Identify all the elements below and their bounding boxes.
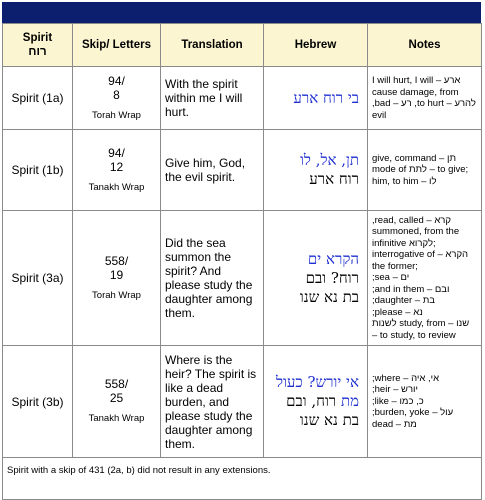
results-table	[2, 23, 482, 500]
title-bar	[2, 2, 481, 23]
hebrew-text: בת נא שנו	[299, 411, 359, 429]
hebrew-text: רוח? ובם	[305, 268, 359, 287]
hebrew-cell	[264, 130, 368, 211]
hebrew-highlight: מת	[340, 392, 359, 410]
header-translation: Translation	[161, 24, 264, 67]
wrap-label: Torah Wrap	[92, 289, 141, 301]
translation-cell: Where is the heir? The spirit is like a dead burden, and please study the daughter among them.	[161, 346, 264, 458]
hebrew-text: רוח, ובם	[286, 392, 337, 410]
header-notes: Notes	[368, 24, 482, 67]
skip-cell: 94/ 12 Tanakh Wrap	[73, 130, 161, 211]
header-spirit-hebrew: רוח	[28, 46, 47, 58]
notes-cell: אי, איה – where; יורש – heir; כ, כמו – like; עול – burden, yoke; מת – dead	[368, 346, 482, 458]
spirit-cell: Spirit (1a)	[3, 67, 73, 130]
notes-cell: ארע – I will hurt, I will cause damage, from להרע – to hurt, רע – bad, evil	[368, 67, 482, 130]
header-hebrew: Hebrew	[264, 24, 368, 67]
skip-cell: 94/ 8 Torah Wrap	[73, 67, 161, 130]
translation-cell: Give him, God, the evil spirit.	[161, 130, 264, 211]
hebrew-highlight: בי רוח ארע	[293, 88, 359, 107]
spirit-cell: Spirit (3b)	[3, 346, 73, 458]
table-row	[3, 346, 482, 458]
skip-cell: 558/ 19 Torah Wrap	[73, 211, 161, 346]
skip-cell: 558/ 25 Tanakh Wrap	[73, 346, 161, 458]
hebrew-cell	[264, 346, 368, 458]
spirit-cell: Spirit (3a)	[3, 211, 73, 346]
table-row	[3, 211, 482, 346]
table-container	[2, 2, 481, 488]
table-row	[3, 67, 482, 130]
hebrew-highlight: הקרא ים	[307, 249, 359, 268]
header-spirit: Spirit רוח	[3, 24, 73, 67]
wrap-label: Tanakh Wrap	[88, 181, 145, 193]
footer-row	[3, 458, 482, 500]
hebrew-highlight: תן, אל, לו	[300, 151, 359, 169]
hebrew-text: בת נא שנו	[299, 287, 359, 306]
hebrew-text: רוח ארע	[309, 170, 359, 188]
wrap-label: Torah Wrap	[92, 109, 141, 121]
translation-cell: Did the sea summon the spirit? And please study the daughter among them.	[161, 211, 264, 346]
translation-cell: With the spirit within me I will hurt.	[161, 67, 264, 130]
notes-cell: קרא – read, called, summoned, from the infinitive לקרוא; הקרא – interrogative of the former; ים – sea; ובם – and in them; בת – daughter; נא – please; שנו – study, from לשנות – to study, to review	[368, 211, 482, 346]
footer-note: Spirit with a skip of 431 (2a, b) did not result in any extensions.	[3, 458, 482, 500]
table-row	[3, 130, 482, 211]
header-skip: Skip/ Letters	[73, 24, 161, 67]
hebrew-highlight: אי יורש? כעול	[276, 373, 359, 391]
hebrew-cell	[264, 211, 368, 346]
header-row	[3, 24, 482, 67]
wrap-label: Tanakh Wrap	[88, 413, 145, 424]
hebrew-cell	[264, 67, 368, 130]
notes-cell: תן – give, command mode of לתת – to give; לו – him, to him	[368, 130, 482, 211]
spirit-cell: Spirit (1b)	[3, 130, 73, 211]
